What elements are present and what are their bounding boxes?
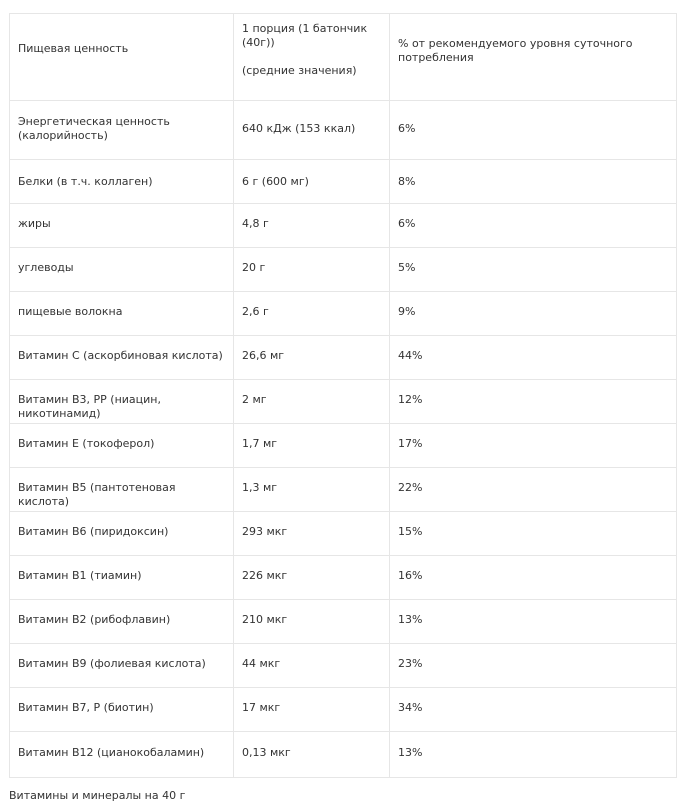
table-row [10, 204, 677, 248]
nutrient-amount: 44 мкг [234, 644, 390, 688]
nutrient-name: Витамин В3, РР (ниацин, никотинамид) [10, 380, 234, 424]
nutrient-percent: 8% [390, 160, 677, 204]
nutrient-amount: 17 мкг [234, 688, 390, 732]
table-row [10, 160, 677, 204]
nutrient-amount: 1,3 мг [234, 468, 390, 512]
nutrient-name: Витамин Е (токоферол) [10, 424, 234, 468]
nutrient-name: Витамин С (аскорбиновая кислота) [10, 336, 234, 380]
table-row [10, 644, 677, 688]
nutrient-name: жиры [10, 204, 234, 248]
nutrient-percent: 13% [390, 732, 677, 778]
nutrient-amount: 2,6 г [234, 292, 390, 336]
nutrient-amount: 210 мкг [234, 600, 390, 644]
table-row [10, 292, 677, 336]
nutrient-amount: 20 г [234, 248, 390, 292]
nutrient-name: Энергетическая ценность (калорийность) [10, 101, 234, 160]
table-row [10, 732, 677, 778]
nutrient-amount: 293 мкг [234, 512, 390, 556]
nutrient-percent: 16% [390, 556, 677, 600]
nutrition-table [9, 13, 677, 778]
nutrient-name: углеводы [10, 248, 234, 292]
nutrient-amount: 26,6 мг [234, 336, 390, 380]
nutrient-name: Витамин В9 (фолиевая кислота) [10, 644, 234, 688]
nutrient-percent: 15% [390, 512, 677, 556]
nutrient-name: Витамин В7, Р (биотин) [10, 688, 234, 732]
nutrient-percent: 12% [390, 380, 677, 424]
table-row [10, 424, 677, 468]
nutrient-name: Витамин В1 (тиамин) [10, 556, 234, 600]
nutrient-percent: 22% [390, 468, 677, 512]
header-serving-note: (средние значения) [242, 64, 357, 77]
table-row [10, 101, 677, 160]
nutrient-name: Витамин В6 (пиридоксин) [10, 512, 234, 556]
nutrient-name: Витамин В5 (пантотеновая кислота) [10, 468, 234, 512]
table-row [10, 556, 677, 600]
table-header-row [10, 14, 677, 101]
header-serving [234, 14, 390, 101]
nutrient-amount: 1,7 мг [234, 424, 390, 468]
nutrient-amount: 2 мг [234, 380, 390, 424]
footer-caption: Витамины и минералы на 40 г [9, 789, 186, 802]
table-row [10, 248, 677, 292]
nutrient-name: пищевые волокна [10, 292, 234, 336]
nutrient-percent: 9% [390, 292, 677, 336]
header-percent [390, 14, 677, 101]
table-row [10, 600, 677, 644]
nutrient-percent: 34% [390, 688, 677, 732]
header-serving-line2: (40г)) [242, 36, 275, 49]
nutrient-name: Витамин В2 (рибофлавин) [10, 600, 234, 644]
table-row [10, 688, 677, 732]
header-serving-line1: 1 порция (1 батончик [242, 22, 368, 35]
table-row [10, 512, 677, 556]
nutrient-name: Витамин В12 (цианокобаламин) [10, 732, 234, 778]
nutrient-percent: 44% [390, 336, 677, 380]
nutrient-amount: 0,13 мкг [234, 732, 390, 778]
nutrient-percent: 13% [390, 600, 677, 644]
table-row [10, 336, 677, 380]
header-percent-label: % от рекомендуемого уровня суточного потребления [398, 37, 633, 64]
nutrient-name: Белки (в т.ч. коллаген) [10, 160, 234, 204]
header-nutrient-label: Пищевая ценность [18, 42, 129, 55]
table-row [10, 468, 677, 512]
nutrient-amount: 4,8 г [234, 204, 390, 248]
table-row [10, 380, 677, 424]
nutrient-percent: 17% [390, 424, 677, 468]
nutrient-amount: 640 кДж (153 ккал) [234, 101, 390, 160]
nutrient-percent: 6% [390, 204, 677, 248]
nutrient-percent: 6% [390, 101, 677, 160]
nutrient-percent: 23% [390, 644, 677, 688]
nutrient-amount: 6 г (600 мг) [234, 160, 390, 204]
header-nutrient [10, 14, 234, 101]
nutrient-amount: 226 мкг [234, 556, 390, 600]
nutrient-percent: 5% [390, 248, 677, 292]
